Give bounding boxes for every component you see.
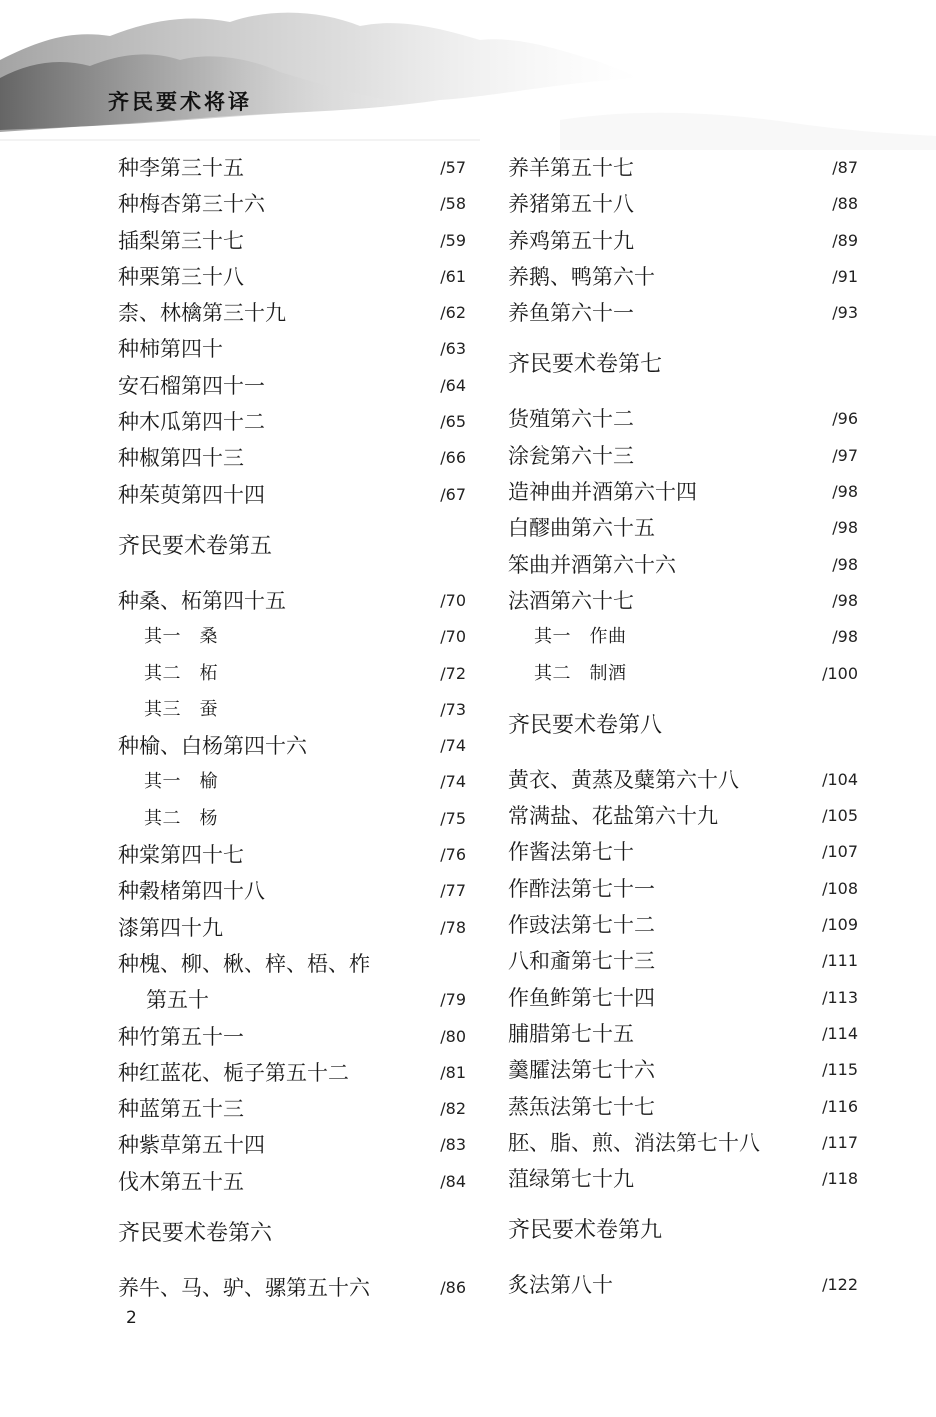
toc-entry[interactable] (508, 980, 858, 1016)
entry-title: 菹绿第七十九 (508, 1167, 634, 1192)
entry-page-number: /72 (440, 663, 466, 683)
entry-page-number: /70 (440, 627, 466, 647)
toc-entry[interactable] (118, 331, 466, 367)
entry-title: 插梨第三十七 (118, 228, 244, 253)
entry-page-number: /66 (440, 448, 466, 468)
toc-entry[interactable] (508, 583, 858, 619)
entry-title: 养羊第五十七 (508, 156, 634, 180)
entry-page-number: /75 (440, 808, 466, 828)
entry-title: 胚、脂、煎、消法第七十八 (508, 1130, 760, 1155)
toc-entry[interactable] (508, 1161, 858, 1197)
entry-page-number: /89 (832, 230, 858, 250)
toc-entry[interactable] (118, 404, 466, 440)
toc-entry[interactable] (118, 946, 466, 982)
entry-title: 种茱萸第四十四 (118, 482, 265, 507)
entry-page-number: /96 (832, 409, 858, 429)
entry-title: 养鱼第六十一 (508, 301, 634, 326)
entry-page-number: /77 (440, 881, 466, 901)
entry-title: 作豉法第七十二 (508, 913, 655, 938)
entry-title: 种槐、柳、楸、梓、梧、柞 (118, 951, 370, 976)
toc-entry[interactable] (118, 728, 466, 764)
entry-page-number: /67 (440, 484, 466, 504)
entry-title: 笨曲并酒第六十六 (508, 552, 676, 577)
entry-title: 其一 榆 (144, 771, 218, 793)
entry-page-number: /74 (440, 772, 466, 792)
entry-page-number: /74 (440, 736, 466, 756)
toc-entry[interactable] (508, 1267, 858, 1303)
toc-entry[interactable] (118, 873, 466, 909)
entry-title: 种梅杏第三十六 (118, 192, 265, 217)
toc-entry[interactable] (118, 1091, 466, 1127)
entry-title: 种木瓜第四十二 (118, 410, 265, 435)
toc-entry[interactable] (118, 1164, 466, 1200)
entry-page-number: /82 (440, 1099, 466, 1119)
entry-title: 种桑、柘第四十五 (118, 588, 286, 613)
toc-entry[interactable] (118, 223, 466, 259)
volume-heading: 齐民要术卷第五 (118, 533, 273, 559)
entry-title: 涂瓮第六十三 (508, 443, 634, 468)
entry-page-number: /109 (822, 915, 858, 935)
ink-landscape-header-art (0, 0, 936, 150)
toc-entry[interactable] (118, 837, 466, 873)
entry-title: 养牛、马、驴、骡第五十六 (118, 1276, 370, 1301)
toc-entry[interactable] (118, 295, 466, 331)
entry-page-number: /58 (440, 194, 466, 214)
running-header-book-title: 齐民要术将译 (108, 89, 252, 114)
entry-title: 炙法第八十 (508, 1273, 613, 1298)
entry-page-number: /114 (822, 1023, 858, 1043)
entry-title: 八和齑第七十三 (508, 949, 655, 974)
entry-title: 种红蓝花、栀子第五十二 (118, 1060, 349, 1085)
entry-page-number: /88 (832, 194, 858, 214)
toc-entry[interactable] (118, 477, 466, 513)
entry-page-number: /100 (822, 663, 858, 683)
entry-title: 羹臛法第七十六 (508, 1058, 655, 1083)
toc-subentry[interactable] (118, 764, 466, 800)
entry-page-number: /113 (822, 987, 858, 1007)
entry-title: 种穀楮第四十八 (118, 879, 265, 904)
entry-title: 常满盐、花盐第六十九 (508, 804, 718, 829)
entry-page-number: /98 (832, 627, 858, 647)
toc-subentry[interactable] (118, 801, 466, 837)
entry-page-number: /65 (440, 412, 466, 432)
entry-title: 种栗第三十八 (118, 264, 244, 289)
toc-entry[interactable] (118, 1055, 466, 1091)
entry-title: 种李第三十五 (118, 156, 244, 180)
toc-entry[interactable] (118, 583, 466, 619)
toc-subentry[interactable] (118, 692, 466, 728)
toc-entry[interactable] (508, 259, 858, 295)
entry-title: 其一 桑 (144, 626, 218, 648)
toc-entry[interactable] (118, 150, 466, 186)
entry-title: 作酢法第七十一 (508, 876, 655, 901)
volume-heading: 齐民要术卷第六 (118, 1221, 273, 1247)
entry-page-number: /91 (832, 266, 858, 286)
toc-entry[interactable] (508, 1052, 858, 1088)
toc-entry[interactable] (118, 186, 466, 222)
entry-page-number: /62 (440, 303, 466, 323)
entry-title: 其二 制酒 (534, 662, 627, 684)
entry-page-number: /104 (822, 769, 858, 789)
entry-title: 白醪曲第六十五 (508, 516, 655, 541)
page-number: 2 (126, 1308, 137, 1328)
toc-entry[interactable] (508, 510, 858, 546)
entry-title: 其二 杨 (144, 807, 218, 829)
toc-subentry[interactable] (118, 619, 466, 655)
entry-title: 种蓝第五十三 (118, 1097, 244, 1122)
entry-title: 种椒第四十三 (118, 446, 244, 471)
entry-page-number: /115 (822, 1060, 858, 1080)
toc-subentry[interactable] (118, 656, 466, 692)
toc-entry[interactable] (508, 762, 858, 798)
toc-entry[interactable] (508, 834, 858, 870)
entry-title: 作鱼鲊第七十四 (508, 985, 655, 1010)
toc-entry[interactable] (118, 259, 466, 295)
entry-title: 安石榴第四十一 (118, 373, 265, 398)
entry-page-number: /61 (440, 266, 466, 286)
volume-heading: 齐民要术卷第九 (508, 1218, 663, 1244)
entry-page-number: /63 (440, 339, 466, 359)
volume-heading: 齐民要术卷第八 (508, 712, 663, 738)
toc-entry[interactable] (508, 295, 858, 331)
toc-entry[interactable] (508, 401, 858, 437)
entry-title: 法酒第六十七 (508, 588, 634, 613)
entry-title: 种榆、白杨第四十六 (118, 734, 307, 759)
toc-subentry[interactable] (508, 656, 858, 692)
entry-page-number: /98 (832, 554, 858, 574)
toc-subentry[interactable] (508, 619, 858, 655)
toc-entry[interactable] (508, 871, 858, 907)
toc-left-column (118, 150, 466, 1306)
entry-page-number: /80 (440, 1026, 466, 1046)
entry-page-number: /98 (832, 518, 858, 538)
entry-title: 其三 蚕 (144, 698, 218, 720)
entry-page-number: /87 (832, 158, 858, 177)
toc-entry[interactable] (508, 907, 858, 943)
entry-page-number: /105 (822, 806, 858, 826)
entry-title: 养鸡第五十九 (508, 228, 634, 253)
entry-page-number: /98 (832, 590, 858, 610)
entry-page-number: /98 (832, 482, 858, 502)
toc-right-column (508, 150, 858, 1304)
toc-entry[interactable] (118, 1127, 466, 1163)
entry-title: 黄衣、黄蒸及糵第六十八 (508, 767, 739, 792)
entry-title: 货殖第六十二 (508, 407, 634, 432)
entry-page-number: /81 (440, 1062, 466, 1082)
toc-entry[interactable] (508, 474, 858, 510)
entry-page-number: /116 (822, 1096, 858, 1116)
toc-entry[interactable] (508, 150, 858, 186)
entry-page-number: /57 (440, 158, 466, 177)
toc-entry[interactable] (118, 1270, 466, 1306)
toc-entry[interactable] (508, 1125, 858, 1161)
entry-title: 种棠第四十七 (118, 843, 244, 868)
toc-entry[interactable] (508, 223, 858, 259)
toc-entry[interactable] (118, 910, 466, 946)
volume-heading: 齐民要术卷第七 (508, 352, 663, 378)
entry-title: 种紫草第五十四 (118, 1133, 265, 1158)
toc-entry[interactable] (118, 1019, 466, 1055)
entry-page-number: /76 (440, 845, 466, 865)
entry-page-number: /79 (440, 990, 466, 1010)
toc-entry[interactable] (508, 1089, 858, 1125)
entry-title: 蒸缹法第七十七 (508, 1094, 655, 1119)
entry-page-number: /84 (440, 1171, 466, 1191)
entry-title: 种竹第五十一 (118, 1024, 244, 1049)
entry-page-number: /118 (822, 1169, 858, 1189)
toc-entry[interactable] (508, 547, 858, 583)
toc-entry[interactable] (508, 1016, 858, 1052)
entry-title: 作酱法第七十 (508, 840, 634, 865)
entry-page-number: /64 (440, 375, 466, 395)
entry-title: 柰、林檎第三十九 (118, 301, 286, 326)
entry-page-number: /83 (440, 1135, 466, 1155)
entry-title: 其一 作曲 (534, 626, 627, 648)
toc-entry[interactable] (508, 438, 858, 474)
toc-entry[interactable] (508, 798, 858, 834)
toc-entry[interactable] (118, 982, 466, 1018)
entry-page-number: /78 (440, 917, 466, 937)
entry-page-number: /107 (822, 842, 858, 862)
entry-page-number: /70 (440, 590, 466, 610)
entry-title: 伐木第五十五 (118, 1169, 244, 1194)
entry-page-number: /93 (832, 303, 858, 323)
entry-title: 养猪第五十八 (508, 192, 634, 217)
entry-title: 第五十 (146, 988, 209, 1013)
entry-page-number: /122 (822, 1275, 858, 1295)
entry-page-number: /73 (440, 699, 466, 719)
toc-entry[interactable] (118, 440, 466, 476)
entry-page-number: /111 (822, 951, 858, 971)
toc-entry[interactable] (508, 186, 858, 222)
toc-entry[interactable] (118, 368, 466, 404)
entry-title: 养鹅、鸭第六十 (508, 264, 655, 289)
entry-title: 脯腊第七十五 (508, 1021, 634, 1046)
entry-page-number: /108 (822, 878, 858, 898)
entry-page-number: /86 (440, 1278, 466, 1298)
entry-page-number: /59 (440, 230, 466, 250)
entry-title: 种柿第四十 (118, 337, 223, 362)
entry-title: 其二 柘 (144, 662, 218, 684)
entry-title: 漆第四十九 (118, 915, 223, 940)
entry-title: 造神曲并酒第六十四 (508, 480, 697, 505)
entry-page-number: /97 (832, 445, 858, 465)
entry-page-number: /117 (822, 1132, 858, 1152)
toc-entry[interactable] (508, 943, 858, 979)
